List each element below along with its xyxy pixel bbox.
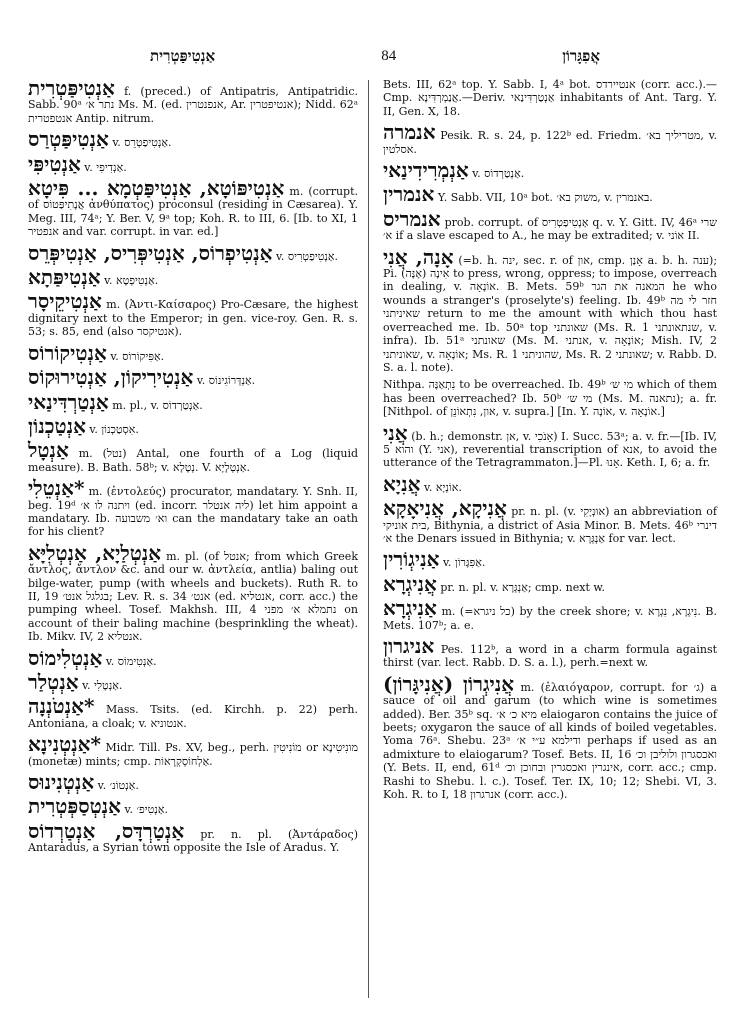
- entry-headword: אֲנִי: [383, 420, 408, 445]
- entry-headword: אֲנִיקָא, אֲנִיאָקָא: [383, 496, 507, 521]
- entry-definition: Nithpa. נִתְאַנָּה to be overreached. Ib. 49ᵇ מי ש׳ which of them has been overreached? Ib. 50ᵇ מי ש׳ (Ms. M. נתאנה); a. fr. [Nithpol. of און, נִתְאוֹנֵן, v. supra.] [In. Y. אוֹנָה, v. אוֹנָאָה.]: [383, 378, 718, 419]
- dictionary-entry: [28, 440, 358, 474]
- dictionary-entry: [383, 671, 718, 802]
- entry-headword: אֲנִיגְרָא: [383, 571, 437, 596]
- entry-definition: v. אַפִּגָּרוֹן.: [442, 556, 486, 570]
- entry-definition: v. אַנְטִיפַטְרֵס.: [112, 136, 172, 150]
- dictionary-entry: [28, 672, 358, 692]
- dictionary-entry: [28, 265, 358, 290]
- entry-headword: אַנְמְרִידִינַאי: [383, 158, 469, 183]
- entry-definition: m. (Ἀντι-Καίσαρος) Pro-Cæsare, the highest dignitary next to the Emperor; in gen. vice-roy. Gen. R. s. 53; s. 85, end (also אנטיקסר).: [28, 298, 358, 339]
- dictionary-entry: [383, 122, 717, 156]
- dictionary-entry: [383, 158, 717, 183]
- dictionary-entry: [28, 645, 358, 670]
- dictionary-entry: [28, 291, 358, 338]
- entry-headword: אנמריס: [383, 206, 441, 231]
- entry-definition: v. אַנְטוֹנ׳.: [97, 779, 139, 793]
- entry-definition: prob. corrupt. of אַנְטִיפַטְרִיס q. v. Y. Gitt. IV, 46ᵃ שרי א׳ if a slave escaped to A., he may be extradited; v. אוֹני II.: [383, 215, 717, 243]
- dictionary-entry: [383, 498, 717, 545]
- entry-definition: Bets. III, 62ᵃ top. Y. Sabb. I, 4ᵃ bot. אנטיירדס (corr. acc.).—Cmp. אֲנַמְרְדִּינָא.—Deriv. אַנְטַרְדִּינַאי inhabitants of Ant. Targ. Y. II, Gen. X, 18.: [383, 78, 718, 118]
- entry-headword: אַנִיגְרָא: [383, 596, 437, 621]
- dictionary-entry: [28, 78, 358, 125]
- dictionary-entry: [28, 696, 358, 730]
- dictionary-entry: [383, 378, 717, 418]
- dictionary-entry: [383, 547, 717, 572]
- entry-definition: (=b. h. ינה, sec. r. of און, cmp. אָנַן a. b. h. ענה); Pi. אִינָה (אָנָּה) to press, wrong, oppress; to impose, overreach in dealing, v. אוֹנָאָה. B. Mets. 59ᵇ המאנה את הגר he who wounds a stranger's (proselyte's) feeling. Ib. 49ᵇ חזר לי מה שאיניתני return to me the amount with which thou hast overreached me. Ib. 50ᵃ top שאונתני (Ms. R. 1 שנתאונתני, v. infra). Ib. 51ᵃ שאונתני (Ms. M. אנתני, v. אוֹנָאָה; Mish. IV, 2 שאוניתני, v. אוֹנָאָה; Ms. R. 1 שהוניתני, Ms. R. 2 שאונתני; v. Rabb. D. S. a. l. note).: [383, 253, 718, 374]
- dictionary-entry: [28, 818, 358, 855]
- running-head-left: אַנְטִיפַּטְרִית: [150, 46, 216, 65]
- dictionary-entry: [28, 389, 358, 414]
- dictionary-entry: [383, 636, 717, 670]
- page-number: 84: [381, 47, 397, 64]
- dictionary-entry: [28, 240, 358, 265]
- entry-definition: Pes. 112ᵇ, a word in a charm formula against thirst (var. lect. Rabb. D. S. a. l.), perh.=next w.: [383, 643, 718, 670]
- entry-definition: v. אוֹנְיָא.: [423, 480, 462, 494]
- dictionary-entry: [28, 794, 358, 819]
- entry-headword: אַנְטִיפְרוֹס, אַנְטִיפְּרִיס, אַנְטִיפְּרֵס: [28, 240, 273, 265]
- entry-headword: אָנָה, אֲנִי: [383, 244, 454, 269]
- entry-definition: v. אַנְטַרְדוֹס.: [472, 167, 525, 181]
- entry-definition: m. (ἐλαιόγαρον, corrupt. for ג׳) a sauce of oil and garum (to which wine is sometimes added). Ber. 35ᵇ sq. מיא כ׳ א׳ elaiogaron contains the juice of beets; oxygaron the sauce of all kinds of boiled vegetables. Yoma 76ᵃ. Shebu. 23ᵃ ודילמא ע״י א׳ perhaps if used as an admixture to elaiogarum? Tosef. Bets. II, 16 ואכסגרון ולוליבן וכ׳ (Y. Bets. II, end, 61ᵈ אינגרין ואכסגרין ובחוכן וכ׳, corr. acc.; cmp. Rashi to Shebu. l. c.). Tosef. Ter. IX, 10; 12; Shebi. VI, 3. Koh. R. to I, 18 אנרגרון (corr. acc.).: [383, 680, 718, 802]
- entry-definition: v. אַנְטִיפ׳.: [124, 803, 168, 817]
- entry-headword: אַנִיגְוֹרִין: [383, 547, 440, 572]
- entry-headword: אַנְטִיפַּטְרִית: [28, 76, 115, 100]
- entry-definition: (b. h.; demonstr. אן, v. אָנֹכִי) I. Succ. 53ᵃ; a. v. fr.—[Ib. IV, 5 והוא (Y. אני), reverential transcription of אנא, to avoid the utterance of the Tetragrammaton.]—Pl. אָנוּ. Keth. I, 6; a. fr.: [383, 429, 718, 470]
- dictionary-entry: [28, 340, 358, 365]
- entry-definition: Y. Sabb. VII, 10ᵃ bot. משוק בא׳, v. באנמרין.: [437, 191, 653, 205]
- entry-definition: pr. n. pl. (v. אוּנְיָקִי) an abbreviation of בית אוניקי, Bithynia, a district of Asia Minor. B. Mets. 46ᵇ דינרי א׳ the Denars issued in Bithynia; v. אַנְגְּרָא for var. lect.: [383, 505, 718, 545]
- dictionary-entry: [28, 478, 358, 539]
- entry-headword: אַנְטְלִימוֹס: [28, 645, 103, 670]
- entry-definition: v. אַנְדְּרוֹגִינוֹס.: [196, 374, 256, 388]
- page-header: [150, 44, 600, 68]
- entry-headword: אֲנִיגְרוֹן (אֲנִיגָּרוֹן): [383, 671, 515, 696]
- entry-headword: אַנְטַרְדָּס, אַנְטַרְדוֹס: [28, 818, 185, 843]
- entry-headword: *אַנְטֵלִי: [28, 476, 85, 501]
- entry-headword: אַנְטְסַפְּטְרִית: [28, 794, 122, 819]
- entry-definition: m. (corrupt. of אֲנָתִיפַּטוֹס ἀνθύπατος) proconsul (residing in Cæsarea). Y. Meg. III, 74ᵃ; Y. Ber. V, 9ᵃ top; Koh. R. to III, 6. [Ib. to XI, 1 אנפטיר and var. corrupt. in var. ed.]: [28, 185, 358, 239]
- entry-headword: אַנְטִיקֵיסָר: [28, 289, 102, 314]
- entry-definition: Mass. Tsits. (ed. Kirchh. p. 22) perh. Antoniana, a cloak; v. אנטוניא.: [28, 703, 358, 730]
- entry-definition: Pesik. R. s. 24, p. 122ᵇ ed. Friedm. מטריליך בא׳, v. אסלטין.: [383, 129, 718, 156]
- entry-definition: pr. n. pl. v. אַנְגְּרָא; cmp. next w.: [440, 580, 605, 594]
- dictionary-entry: [383, 182, 717, 207]
- entry-definition: f. (preced.) of Antipatris, Antipatridic. Sabb. 90ᵃ נתר א׳ Ms. M. (ed. אנפנטרין, Ar. אנטיפטרין); Nidd. 62ᵃ אנטפטרית Antip. nitrum.: [28, 85, 359, 125]
- entry-headword: אניגרון: [383, 634, 435, 658]
- dictionary-entry: [28, 413, 358, 438]
- dictionary-entry: [383, 598, 717, 632]
- entry-headword: אַנְטְלַר: [28, 670, 79, 694]
- entry-definition: v. אַנְטִימוֹס.: [105, 654, 157, 668]
- running-head-right: אֲפִגָּרוֹן: [562, 46, 600, 65]
- entry-headword: אַנְטִיפִּי: [28, 151, 81, 176]
- entry-headword: אֲנִיָא: [383, 471, 421, 496]
- entry-definition: v. אַנְטִיפַטְרִיס.: [275, 249, 339, 263]
- dictionary-entry: [383, 471, 717, 496]
- entry-headword: אנמרין: [383, 182, 435, 207]
- entry-definition: v. אַנְטָלִי.: [82, 679, 123, 692]
- left-column: [28, 78, 358, 859]
- entry-definition: v. אִסְטַכְנוֹן.: [89, 422, 139, 436]
- entry-headword: *אַנְטֹנְנָה: [28, 694, 95, 719]
- entry-headword: אנמרה: [383, 120, 436, 145]
- dictionary-entry: [28, 734, 358, 768]
- entry-headword: אַנְטַכְנוֹן: [28, 413, 86, 438]
- dictionary-entry: [383, 244, 718, 375]
- dictionary-entry: [28, 127, 358, 152]
- right-column: [383, 78, 717, 805]
- entry-definition: pr. n. pl. (Ἀντάραδος) Antaradus, a Syrian town opposite the Isle of Aradus. Y.: [28, 827, 358, 855]
- entry-headword: אַנְטִירִיקוֹן, אַנְטִירוּקוֹס: [28, 365, 194, 390]
- dictionary-entry: [28, 540, 359, 644]
- dictionary-entry: [28, 365, 358, 390]
- entry-definition: m. pl., v. אַנְטַרְדוֹס.: [112, 398, 203, 412]
- dictionary-entry: [383, 206, 717, 243]
- dictionary-entry: [383, 78, 717, 118]
- dictionary-entry: [28, 151, 358, 176]
- entry-headword: אַנְטִיפַּטְרַס: [28, 127, 109, 152]
- entry-definition: v. אַפִּיקוֹרוֹס.: [110, 349, 165, 363]
- dictionary-entry: [383, 571, 717, 596]
- entry-headword: אַנְטָל: [28, 438, 69, 463]
- dictionary-entry: [383, 420, 718, 470]
- entry-definition: m. (ἐντολεύς) procurator, mandatary. Y. Snh. II, beg. 19ᵈ ויתנה לו א׳ (ed. incorr. ליה אנטלר) let him appoint a mandatary. Ib. וא׳ משבועה can the mandatary take an oath for his client?: [28, 485, 358, 539]
- entry-headword: אַנְטְנִינוּס: [28, 770, 95, 795]
- dictionary-entry: [28, 178, 358, 239]
- entry-definition: v. אַנְדִיפִי.: [84, 160, 127, 174]
- entry-headword: אַנְטְלַיָא, אַנְטְלִיָּא: [28, 540, 162, 565]
- entry-definition: Midr. Till. Ps. XV, beg., perh. מוֹנִיטִין or מונִיטִינָא (monetæ) mints; cmp. אַלְחוֹסְקְרָאוֹת.: [28, 741, 359, 768]
- entry-headword: אַנְטִיקוֹרוֹס: [28, 340, 107, 365]
- entry-definition: v. אַנְטִיפְטָא.: [104, 274, 159, 288]
- entry-headword: *אַנְטְנִינָא: [28, 732, 101, 757]
- column-divider: [368, 80, 369, 998]
- entry-definition: m. pl. (of אנטל; from which Greek ἄντλος, ἄντλον &c. and our w. ἀντλεία, antlia) baling out bilge-water, pump (with wheels and buckets). Ruth R. to II, 19 בגלגל אנט׳; Lev. R. s. 34 אנט׳ (ed. אנטליא, corr. acc.) the pumping wheel. Tosef. Makhsh. III, 4 נתמלא א׳ מפני on account of their baling machine (besprinkling the wheat). Ib. Mikv. IV, 2 אנטליא.: [28, 549, 359, 644]
- entry-headword: אַנְטִיפּוֹטָא, אַנְטִיפַּטְמָא ... פִּיטָא: [28, 176, 285, 201]
- dictionary-entry: [28, 770, 358, 795]
- entry-definition: m. (נטל) Antal, one fourth of a Log (liquid measure). B. Bath. 58ᵇ; v. נְטָלָא. V. אַנְטְלָיָא.: [28, 447, 359, 474]
- entry-definition: m. (=כל ניגרא) by the creek shore; v. נִיגְרָא, נִגְרָא. B. Mets. 107ᵇ; a. e.: [383, 605, 717, 632]
- entry-headword: אַנְטַרְדִּינַאי: [28, 389, 109, 414]
- entry-headword: אַנְטִיפַּתָא: [28, 265, 101, 290]
